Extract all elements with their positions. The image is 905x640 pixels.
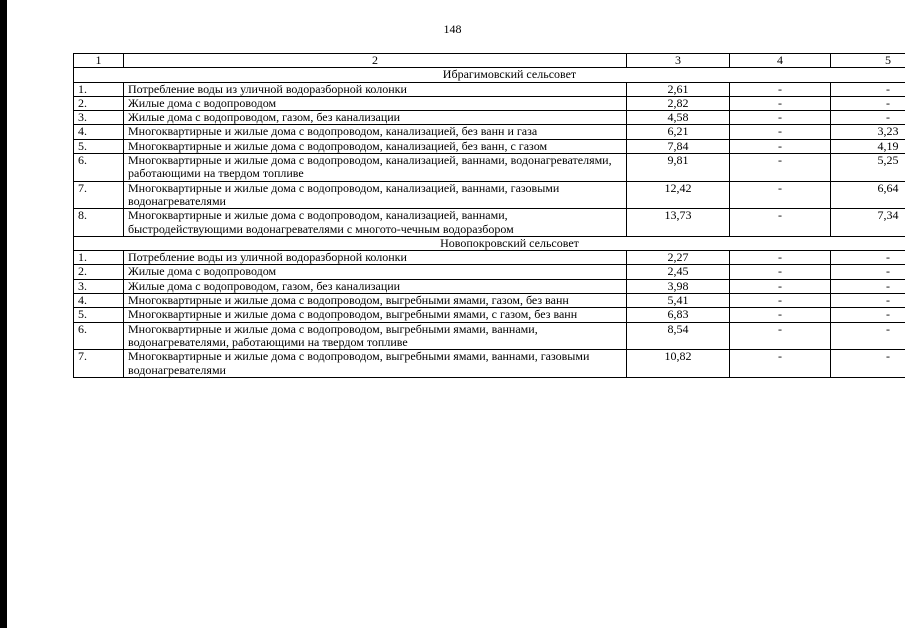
row-number: 5.: [74, 308, 124, 322]
row-number: 8.: [74, 209, 124, 237]
row-value-col4: -: [730, 294, 831, 308]
row-value-col4: -: [730, 125, 831, 139]
row-description: Потребление воды из уличной водоразборной колонки: [124, 251, 627, 265]
section-title: Ибрагимовский сельсовет: [74, 68, 905, 82]
column-header: 5: [831, 54, 905, 68]
row-number: 4.: [74, 294, 124, 308]
row-value-col5: -: [831, 294, 905, 308]
row-value-col3: 6,21: [627, 125, 730, 139]
table-row: [74, 251, 905, 265]
row-value-col3: 10,82: [627, 350, 730, 378]
row-value-col4: -: [730, 154, 831, 182]
row-value-col3: 13,73: [627, 209, 730, 237]
row-number: 1.: [74, 82, 124, 96]
row-value-col3: 6,83: [627, 308, 730, 322]
row-value-col3: 2,61: [627, 82, 730, 96]
row-number: 2.: [74, 96, 124, 110]
row-number: 6.: [74, 322, 124, 350]
table-row: [74, 154, 905, 182]
page-number: 148: [443, 22, 462, 36]
table-row: [74, 294, 905, 308]
section-header-row: [74, 68, 905, 82]
row-number: 1.: [74, 251, 124, 265]
row-number: 3.: [74, 279, 124, 293]
row-value-col4: -: [730, 308, 831, 322]
table-row: [74, 111, 905, 125]
row-value-col5: -: [831, 322, 905, 350]
row-description: Многоквартирные и жилые дома с водопроводом, канализацией, ваннами, водонагревателями, работающими на твердом топливе: [124, 154, 627, 182]
row-description: Жилые дома с водопроводом, газом, без канализации: [124, 279, 627, 293]
row-number: 2.: [74, 265, 124, 279]
row-value-col4: -: [730, 279, 831, 293]
row-value-col3: 7,84: [627, 139, 730, 153]
row-description: Многоквартирные и жилые дома с водопроводом, выгребными ямами, ваннами, газовыми водонагревателями: [124, 350, 627, 378]
row-value-col5: -: [831, 251, 905, 265]
row-value-col5: -: [831, 96, 905, 110]
table-row: [74, 125, 905, 139]
table-row: [74, 322, 905, 350]
row-description: Жилые дома с водопроводом: [124, 96, 627, 110]
section-title: Новопокровский сельсовет: [74, 236, 905, 250]
row-number: 3.: [74, 111, 124, 125]
row-value-col4: -: [730, 82, 831, 96]
row-value-col4: -: [730, 209, 831, 237]
column-header: 4: [730, 54, 831, 68]
tariff-table: [73, 53, 905, 378]
row-number: 7.: [74, 181, 124, 209]
row-value-col4: -: [730, 251, 831, 265]
row-value-col4: -: [730, 322, 831, 350]
row-description: Многоквартирные и жилые дома с водопроводом, канализацией, ваннами, газовыми водонагревателями: [124, 181, 627, 209]
row-value-col4: -: [730, 96, 831, 110]
scan-edge-bar: [0, 0, 7, 628]
row-value-col4: -: [730, 181, 831, 209]
row-value-col5: -: [831, 350, 905, 378]
row-value-col3: 4,58: [627, 111, 730, 125]
row-value-col5: 7,34: [831, 209, 905, 237]
table-row: [74, 265, 905, 279]
row-number: 7.: [74, 350, 124, 378]
table-row: [74, 279, 905, 293]
row-value-col5: -: [831, 82, 905, 96]
column-header: 1: [74, 54, 124, 68]
row-value-col5: 6,64: [831, 181, 905, 209]
row-description: Многоквартирные и жилые дома с водопроводом, выгребными ямами, ваннами, водонагревателями, работающими на твердом топливе: [124, 322, 627, 350]
row-description: Жилые дома с водопроводом: [124, 265, 627, 279]
table-row: [74, 82, 905, 96]
row-value-col5: -: [831, 111, 905, 125]
row-description: Многоквартирные и жилые дома с водопроводом, выгребными ямами, с газом, без ванн: [124, 308, 627, 322]
column-header: 2: [124, 54, 627, 68]
row-value-col5: -: [831, 308, 905, 322]
row-description: Потребление воды из уличной водоразборной колонки: [124, 82, 627, 96]
row-description: Жилые дома с водопроводом, газом, без канализации: [124, 111, 627, 125]
table-row: [74, 139, 905, 153]
table-row: [74, 181, 905, 209]
row-value-col3: 8,54: [627, 322, 730, 350]
row-value-col4: -: [730, 265, 831, 279]
row-value-col3: 2,45: [627, 265, 730, 279]
row-value-col5: -: [831, 265, 905, 279]
column-header: 3: [627, 54, 730, 68]
row-value-col3: 2,82: [627, 96, 730, 110]
row-description: Многоквартирные и жилые дома с водопроводом, выгребными ямами, газом, без ванн: [124, 294, 627, 308]
row-value-col3: 12,42: [627, 181, 730, 209]
row-value-col5: 3,23: [831, 125, 905, 139]
row-description: Многоквартирные и жилые дома с водопроводом, канализацией, без ванн и газа: [124, 125, 627, 139]
row-value-col4: -: [730, 139, 831, 153]
row-value-col3: 5,41: [627, 294, 730, 308]
row-description: Многоквартирные и жилые дома с водопроводом, канализацией, без ванн, с газом: [124, 139, 627, 153]
table-row: [74, 308, 905, 322]
row-value-col3: 2,27: [627, 251, 730, 265]
section-header-row: [74, 236, 905, 250]
table-row: [74, 350, 905, 378]
row-value-col3: 9,81: [627, 154, 730, 182]
row-value-col5: 5,25: [831, 154, 905, 182]
row-number: 4.: [74, 125, 124, 139]
row-value-col3: 3,98: [627, 279, 730, 293]
column-header-row: [74, 54, 905, 68]
row-value-col4: -: [730, 111, 831, 125]
row-value-col4: -: [730, 350, 831, 378]
row-description: Многоквартирные и жилые дома с водопроводом, канализацией, ваннами, быстродействующими водонагревателями с многото-чечным водоразбором: [124, 209, 627, 237]
row-number: 5.: [74, 139, 124, 153]
row-value-col5: 4,19: [831, 139, 905, 153]
row-value-col5: -: [831, 279, 905, 293]
table-row: [74, 209, 905, 237]
row-number: 6.: [74, 154, 124, 182]
table-row: [74, 96, 905, 110]
